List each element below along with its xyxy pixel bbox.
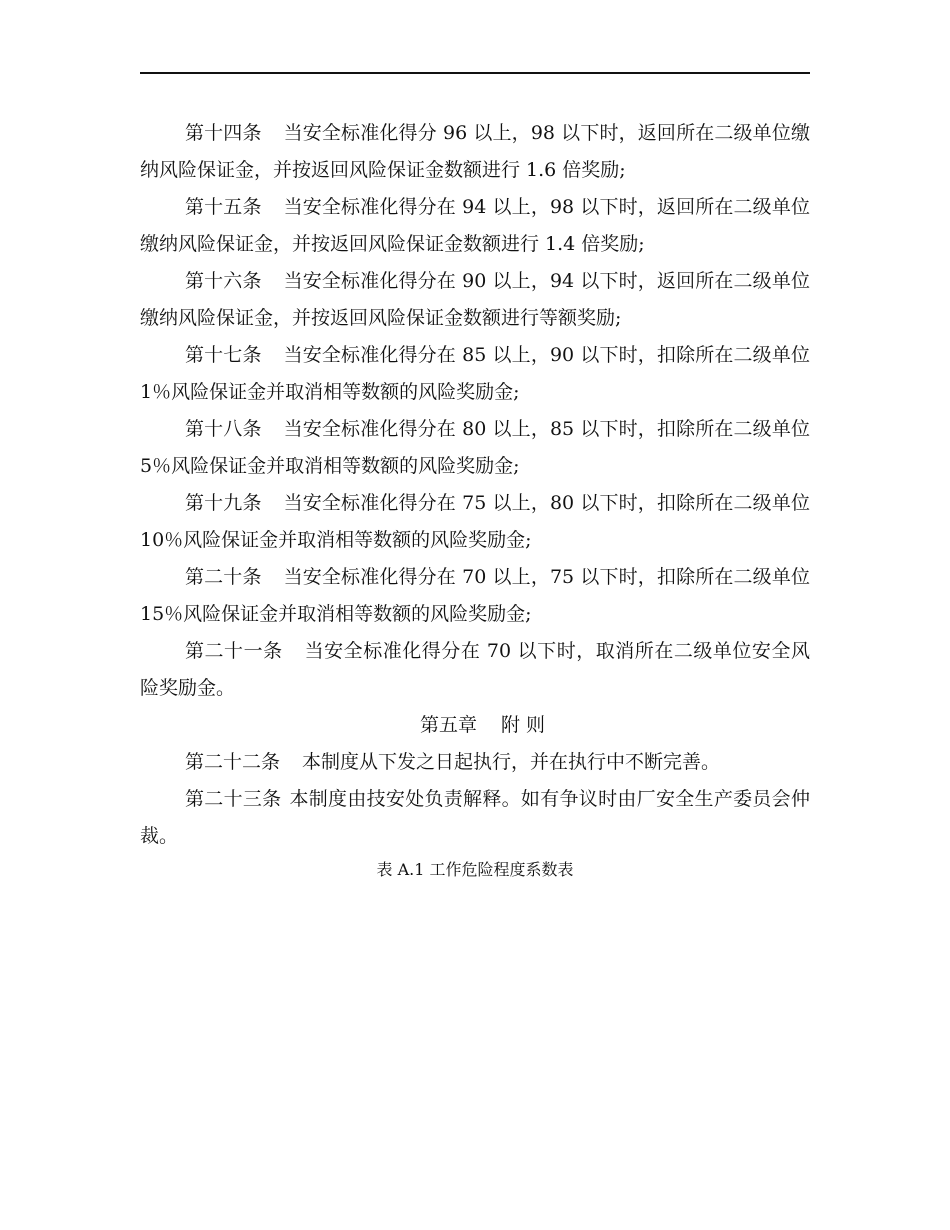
chapter-heading (140, 707, 810, 744)
chapter-title: 附 则 (500, 714, 546, 736)
article-15 (140, 189, 810, 263)
document-body (140, 115, 810, 885)
article-label: 第二十二条 (185, 751, 281, 773)
article-text: 当安全标准化得分 96 以上，98 以下时，返回所在二级单位缴纳风险保证金，并按返回风险保证金数额进行 1.6 倍奖励; (140, 122, 810, 181)
article-text: 当安全标准化得分在 70 以上，75 以下时，扣除所在二级单位 15％风险保证金并取消相等数额的风险奖励金; (140, 566, 810, 625)
article-17 (140, 337, 810, 411)
article-21 (140, 633, 810, 707)
article-16 (140, 263, 810, 337)
table-caption: 表 A.1 工作危险程度系数表 (376, 860, 574, 879)
article-text: 当安全标准化得分在 94 以上，98 以下时，返回所在二级单位缴纳风险保证金，并按返回风险保证金数额进行 1.4 倍奖励; (140, 196, 810, 255)
chapter-number: 第五章 (419, 714, 477, 736)
article-text: 本制度由技安处负责解释。如有争议时由厂安全生产委员会仲裁。 (140, 788, 810, 847)
article-text: 当安全标准化得分在 85 以上，90 以下时，扣除所在二级单位 1％风险保证金并取消相等数额的风险奖励金; (140, 344, 810, 403)
article-label: 第十四条 (185, 122, 262, 144)
article-20 (140, 559, 810, 633)
article-18 (140, 411, 810, 485)
article-14 (140, 115, 810, 189)
article-19 (140, 485, 810, 559)
article-label: 第二十三条 (185, 788, 282, 810)
article-label: 第十九条 (185, 492, 262, 514)
article-text: 本制度从下发之日起执行，并在执行中不断完善。 (302, 751, 721, 773)
article-label: 第十八条 (185, 418, 262, 440)
article-text: 当安全标准化得分在 75 以上，80 以下时，扣除所在二级单位 10％风险保证金并取消相等数额的风险奖励金; (140, 492, 810, 551)
article-22 (140, 744, 810, 781)
article-text: 当安全标准化得分在 70 以下时，取消所在二级单位安全风险奖励金。 (140, 640, 810, 699)
article-label: 第十七条 (185, 344, 262, 366)
article-label: 第二十条 (185, 566, 262, 588)
article-label: 第十六条 (185, 270, 262, 292)
article-text: 当安全标准化得分在 80 以上，85 以下时，扣除所在二级单位 5％风险保证金并取消相等数额的风险奖励金; (140, 418, 810, 477)
article-text: 当安全标准化得分在 90 以上，94 以下时，返回所在二级单位缴纳风险保证金，并按返回风险保证金数额进行等额奖励; (140, 270, 810, 329)
article-label: 第二十一条 (185, 640, 283, 662)
article-23 (140, 781, 810, 855)
article-label: 第十五条 (185, 196, 262, 218)
header-rule (140, 72, 810, 74)
